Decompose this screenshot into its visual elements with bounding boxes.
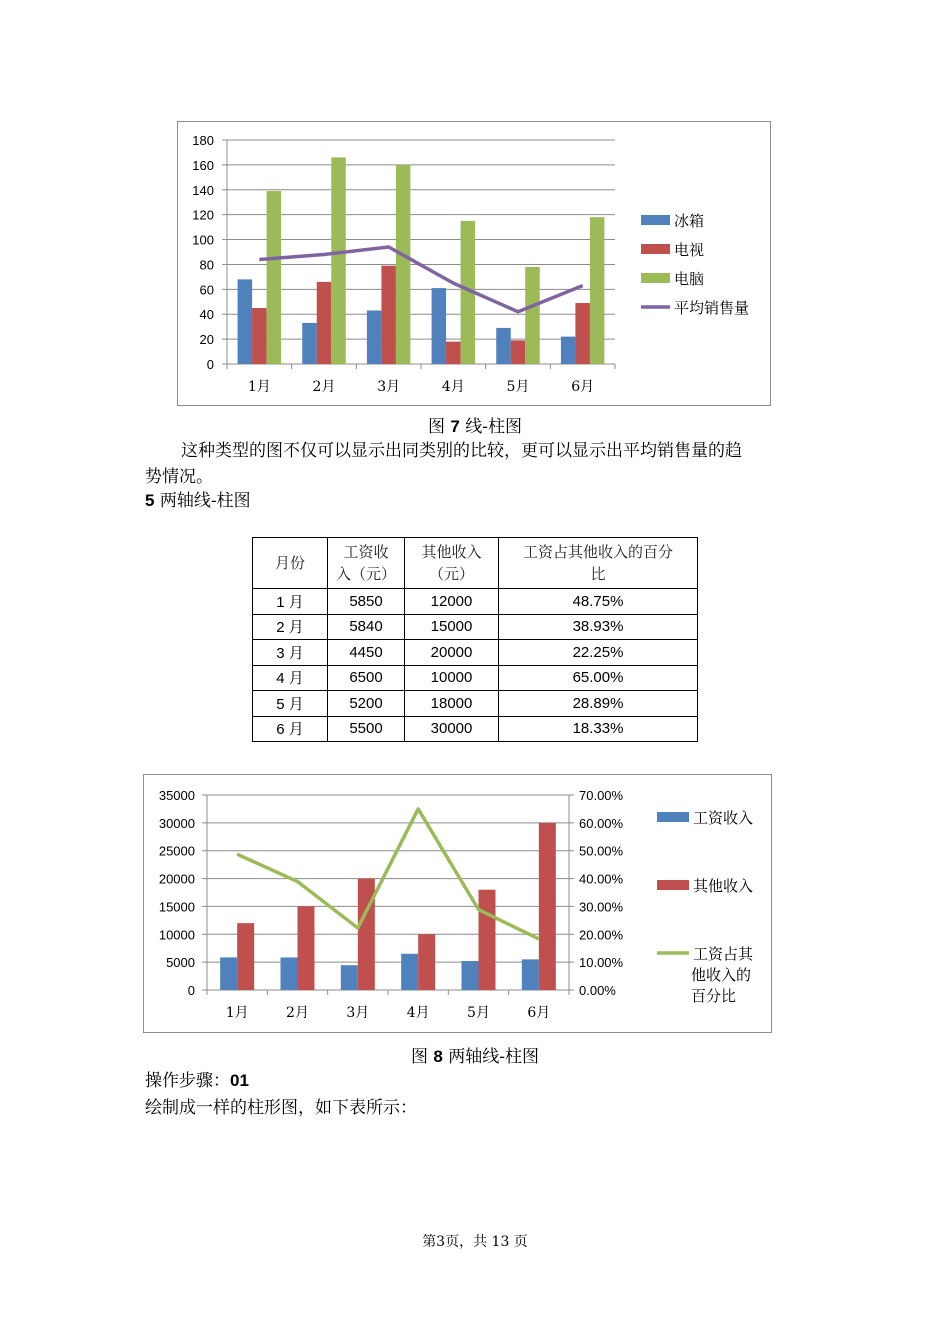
- bar-2: [418, 934, 435, 990]
- legend-label: 冰箱: [674, 212, 705, 230]
- table-row: [253, 716, 698, 742]
- cell-salary: 5840: [328, 614, 405, 640]
- y-tick-label: 180: [192, 133, 214, 148]
- cell-other: 30000: [405, 716, 499, 742]
- header-text: 其他收入: [421, 543, 482, 561]
- bar-3: [267, 191, 282, 364]
- caption-text: 线-柱图: [459, 417, 523, 437]
- header-text: （元）: [428, 565, 474, 583]
- cell-ratio: 65.00%: [499, 665, 698, 691]
- y-right-tick-label: 20.00%: [579, 927, 624, 943]
- chart-8-plot: [144, 775, 771, 1032]
- bar-2: [381, 266, 396, 364]
- cell-other: 10000: [405, 665, 499, 691]
- x-tick-label: 4月: [441, 379, 465, 395]
- bar-1: [238, 279, 253, 364]
- legend-swatch: [641, 273, 670, 283]
- bar-2: [539, 823, 556, 990]
- y-tick-label: 140: [192, 182, 214, 198]
- caption-number: 8: [433, 1047, 443, 1066]
- cell-salary: 6500: [328, 665, 405, 691]
- cell-ratio: 22.25%: [499, 640, 698, 666]
- paragraph-1-line-1: 这种类型的图不仅可以显示出同类别的比较，更可以显示出平均销售量的趋: [181, 441, 742, 461]
- x-tick-label: 3月: [346, 1005, 370, 1021]
- bar-2: [317, 282, 332, 364]
- bar-3: [331, 157, 346, 364]
- caption-prefix: 图: [427, 417, 451, 437]
- legend-swatch: [641, 244, 670, 254]
- x-tick-label: 1月: [225, 1005, 249, 1021]
- legend-label: 工资收入: [693, 809, 754, 827]
- legend-label: 平均销售量: [674, 299, 750, 317]
- page-footer: 第3页，共 13 页: [422, 1234, 528, 1250]
- legend-swatch: [641, 215, 670, 225]
- bar-1: [561, 337, 576, 364]
- bar-1: [281, 957, 298, 990]
- table-row: [253, 614, 698, 640]
- y-left-tick-label: 30000: [158, 815, 195, 831]
- cell-month: 5 月: [253, 691, 328, 717]
- y-left-tick-label: 25000: [158, 843, 195, 859]
- cell-ratio: 48.75%: [499, 589, 698, 615]
- section-title: 两轴线-柱图: [154, 491, 251, 511]
- x-tick-label: 1月: [247, 379, 271, 395]
- bar-3: [590, 217, 605, 364]
- cell-other: 15000: [405, 614, 499, 640]
- x-tick-label: 2月: [312, 379, 336, 395]
- bar-1: [462, 961, 479, 990]
- cell-other: 20000: [405, 640, 499, 666]
- y-tick-label: 160: [192, 157, 214, 173]
- table-row: [253, 640, 698, 666]
- chart-8: [143, 774, 772, 1033]
- header-text: 入（元）: [335, 565, 396, 583]
- caption-number: 7: [450, 417, 460, 436]
- x-tick-label: 3月: [377, 379, 401, 395]
- table-header-salary: [328, 538, 405, 589]
- legend-label: 电脑: [674, 270, 705, 288]
- bar-1: [367, 310, 382, 364]
- bar-2: [252, 308, 267, 364]
- bar-2: [358, 879, 375, 990]
- y-tick-label: 80: [199, 257, 214, 273]
- bar-2: [446, 342, 461, 364]
- cell-ratio: 18.33%: [499, 716, 698, 742]
- x-tick-label: 5月: [506, 379, 530, 395]
- legend-label: 工资占其: [693, 945, 754, 963]
- legend-label: 其他收入: [693, 877, 754, 895]
- bar-3: [525, 267, 540, 364]
- legend-swatch: [657, 812, 689, 822]
- bar-2: [575, 303, 590, 364]
- bar-2: [237, 923, 254, 990]
- cell-month: 1 月: [253, 589, 328, 615]
- bar-3: [396, 165, 411, 364]
- y-left-tick-label: 20000: [158, 871, 195, 887]
- table-header-row: [253, 538, 698, 589]
- chart-7-plot: [178, 122, 770, 405]
- y-left-tick-label: 0: [187, 983, 195, 998]
- paragraph-1-line-2: 势情况。: [145, 467, 213, 487]
- header-text: 工资占其他收入的百分: [522, 543, 673, 561]
- legend-swatch: [657, 880, 689, 890]
- steps-number: 01: [230, 1071, 249, 1090]
- paragraph-1: [145, 438, 815, 490]
- cell-month: 4 月: [253, 665, 328, 691]
- y-tick-label: 20: [199, 332, 214, 348]
- section-number: 5: [145, 491, 155, 510]
- table-row: [253, 665, 698, 691]
- table-row: [253, 589, 698, 615]
- bar-1: [432, 288, 447, 364]
- cell-other: 12000: [405, 589, 499, 615]
- y-right-tick-label: 40.00%: [579, 871, 624, 887]
- caption-text: 两轴线-柱图: [442, 1047, 540, 1067]
- bar-1: [401, 954, 418, 990]
- legend-label: 电视: [674, 241, 705, 259]
- income-table: [252, 537, 698, 742]
- chart-7: [177, 121, 771, 406]
- chart-7-caption: [0, 412, 950, 437]
- bar-1: [341, 965, 358, 990]
- bar-1: [496, 328, 511, 364]
- bar-2: [511, 340, 526, 364]
- caption-prefix: 图: [410, 1047, 434, 1067]
- y-tick-label: 40: [199, 307, 214, 323]
- chart-8-caption: [0, 1042, 950, 1067]
- table-row: [253, 691, 698, 717]
- x-tick-label: 6月: [571, 379, 595, 395]
- y-left-tick-label: 15000: [158, 899, 195, 915]
- cell-ratio: 38.93%: [499, 614, 698, 640]
- y-left-tick-label: 5000: [166, 955, 195, 971]
- table-header-other: [405, 538, 499, 589]
- legend-label: 百分比: [691, 987, 737, 1005]
- bar-2: [298, 906, 315, 990]
- cell-ratio: 28.89%: [499, 691, 698, 717]
- bar-2: [479, 890, 496, 990]
- section-heading: [145, 488, 251, 514]
- y-tick-label: 0: [206, 357, 214, 372]
- y-right-tick-label: 0.00%: [579, 983, 616, 998]
- x-tick-label: 4月: [406, 1005, 430, 1021]
- x-tick-label: 6月: [527, 1005, 551, 1021]
- y-left-tick-label: 10000: [158, 927, 195, 943]
- bar-1: [220, 957, 237, 990]
- y-right-tick-label: 60.00%: [579, 815, 624, 831]
- cell-salary: 5200: [328, 691, 405, 717]
- y-right-tick-label: 70.00%: [579, 788, 624, 803]
- cell-month: 3 月: [253, 640, 328, 666]
- y-tick-label: 100: [192, 232, 214, 248]
- bar-1: [522, 959, 539, 990]
- cell-month: 2 月: [253, 614, 328, 640]
- cell-salary: 4450: [328, 640, 405, 666]
- legend-label: 他收入的: [691, 966, 752, 984]
- x-tick-label: 2月: [286, 1005, 309, 1021]
- y-tick-label: 60: [199, 282, 214, 298]
- steps-heading: [145, 1068, 249, 1094]
- header-text: 工资收: [343, 543, 389, 561]
- bar-1: [302, 323, 317, 364]
- cell-salary: 5500: [328, 716, 405, 742]
- y-left-tick-label: 35000: [158, 788, 195, 803]
- y-tick-label: 120: [192, 207, 214, 223]
- paragraph-2: 绘制成一样的柱形图，如下表所示：: [145, 1098, 417, 1118]
- y-right-tick-label: 30.00%: [579, 899, 624, 915]
- header-text: 比: [590, 565, 606, 583]
- cell-month: 6 月: [253, 716, 328, 742]
- y-right-tick-label: 50.00%: [579, 843, 624, 859]
- cell-other: 18000: [405, 691, 499, 717]
- table-header-month: [253, 538, 328, 589]
- table-header-ratio: [499, 538, 698, 589]
- header-text: 月份: [274, 554, 305, 572]
- cell-salary: 5850: [328, 589, 405, 615]
- y-right-tick-label: 10.00%: [579, 955, 624, 971]
- steps-label: 操作步骤：: [145, 1071, 230, 1091]
- x-tick-label: 5月: [467, 1005, 490, 1021]
